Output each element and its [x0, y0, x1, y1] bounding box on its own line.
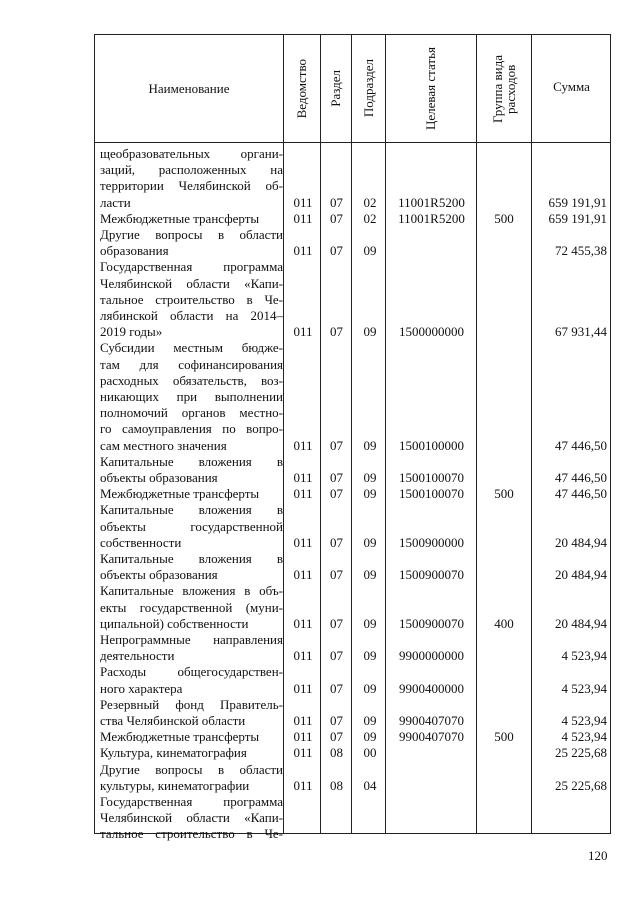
- row-sum: 72 455,38: [555, 243, 607, 259]
- row-target: 9900400000: [399, 680, 464, 696]
- table-row: [95, 502, 612, 518]
- header-group-cell: [476, 35, 531, 142]
- row-group: 500: [494, 729, 514, 745]
- row-dept: 011: [293, 615, 313, 631]
- header-subsection: Подраздел: [360, 59, 376, 118]
- table-row: [95, 664, 612, 680]
- row-subsection: 09: [363, 243, 377, 259]
- table-row: [95, 632, 612, 648]
- header-name-cell: [95, 35, 283, 142]
- row-dept: 011: [293, 470, 313, 485]
- row-target: 1500100070: [399, 486, 464, 502]
- row-sum: 4 523,94: [561, 713, 607, 728]
- row-sum: 47 446,50: [555, 470, 607, 485]
- header-subsection-cell: [351, 35, 385, 142]
- row-dept: 011: [293, 567, 313, 583]
- row-dept: 011: [293, 243, 313, 259]
- row-name: Расходы общегосударствен-: [100, 664, 283, 680]
- row-name: тальное строительство в Че-: [100, 291, 283, 307]
- row-dept: 011: [293, 729, 313, 745]
- row-name: Другие вопросы в области: [100, 761, 283, 777]
- table-row: [95, 762, 612, 778]
- row-section: 07: [330, 437, 343, 453]
- row-name: никающих при выполнении: [100, 389, 283, 404]
- row-name: расходных обязательств, воз-: [100, 372, 283, 388]
- row-name: екты государственной (муни-: [100, 599, 283, 615]
- page-number: 120: [588, 848, 608, 863]
- header-target: Целевая статья: [423, 46, 438, 130]
- row-sum: 25 225,68: [555, 745, 607, 761]
- table-row: [95, 438, 612, 454]
- row-section: 07: [330, 615, 343, 631]
- table-row: [95, 308, 612, 324]
- row-dept: 011: [293, 486, 313, 502]
- table-row: [95, 681, 612, 697]
- row-name: тальное строительство в Че-: [100, 826, 283, 842]
- row-target: 1500000000: [399, 324, 464, 340]
- row-name: Межбюджетные трансферты: [100, 486, 260, 502]
- table-row: [95, 276, 612, 292]
- row-subsection: 09: [363, 470, 377, 485]
- row-name: Капитальные вложения в: [100, 502, 283, 518]
- row-name: Государственная программа: [100, 794, 283, 809]
- row-name: объекты образования: [100, 470, 218, 485]
- row-subsection: 09: [363, 486, 377, 502]
- table-row: [95, 810, 612, 826]
- row-name: Капитальные вложения в объ-: [100, 583, 283, 599]
- row-sum: 20 484,94: [555, 534, 607, 550]
- row-sum: 47 446,50: [555, 486, 607, 502]
- row-name: Капитальные вложения в: [100, 453, 283, 469]
- row-subsection: 09: [363, 615, 377, 631]
- row-name: Субсидии местным бюдже-: [100, 340, 283, 356]
- row-dept: 011: [293, 680, 313, 696]
- header-divider: [95, 142, 610, 143]
- table-row: [95, 421, 612, 437]
- row-dept: 011: [293, 745, 313, 761]
- row-dept: 011: [293, 437, 313, 453]
- row-target: 1500900070: [399, 567, 464, 583]
- header-dept-cell: [283, 35, 320, 142]
- row-name: там для софинансирования: [100, 356, 283, 372]
- row-sum: 20 484,94: [555, 567, 607, 583]
- row-name: Челябинской области «Капи-: [100, 275, 283, 291]
- row-dept: 011: [293, 534, 313, 550]
- row-dept: 011: [293, 713, 313, 728]
- table-row: [95, 486, 612, 502]
- table-row: [95, 357, 612, 373]
- row-section: 07: [330, 567, 343, 583]
- header-group-line1: Группа вида: [489, 54, 505, 123]
- row-subsection: 09: [363, 437, 377, 453]
- row-section: 07: [330, 470, 343, 485]
- row-name: Культура, кинематография: [100, 745, 247, 761]
- table-row: [95, 389, 612, 405]
- header-group: [491, 55, 517, 123]
- row-target: 1500900070: [399, 615, 464, 631]
- row-target: 11001R5200: [398, 194, 465, 210]
- table-row: [95, 794, 612, 810]
- row-name: го самоуправления по вопро-: [100, 421, 283, 437]
- row-name: Непрограммные направления: [100, 632, 283, 647]
- row-subsection: 04: [363, 777, 377, 793]
- row-target: 1500900000: [399, 534, 464, 550]
- row-section: 07: [330, 534, 343, 550]
- row-subsection: 09: [363, 324, 377, 340]
- row-section: 07: [330, 680, 343, 696]
- row-subsection: 00: [363, 745, 377, 761]
- row-name: объекты государственной: [100, 518, 283, 534]
- row-target: 1500100070: [399, 470, 464, 485]
- table-row: [95, 146, 612, 162]
- row-name: Межбюджетные трансферты: [100, 210, 260, 226]
- row-name: полномочий органов местно-: [100, 405, 283, 421]
- row-section: 07: [330, 729, 343, 745]
- row-name: деятельности: [100, 648, 175, 664]
- row-name: объекты образования: [100, 567, 218, 583]
- table-row: [95, 324, 612, 340]
- header-target-cell: [385, 35, 476, 142]
- row-name: культуры, кинематографии: [100, 777, 250, 793]
- row-sum: 67 931,44: [555, 324, 607, 340]
- row-section: 07: [330, 486, 343, 502]
- row-name: Челябинской области «Капи-: [100, 810, 283, 826]
- row-subsection: 09: [363, 648, 377, 664]
- row-section: 07: [330, 210, 343, 226]
- row-group: 500: [494, 210, 514, 226]
- row-name: Государственная программа: [100, 259, 283, 275]
- row-group: 500: [494, 486, 514, 502]
- row-name: щеобразовательных органи-: [100, 146, 283, 161]
- header-section: Раздел: [328, 70, 343, 107]
- row-name: ного характера: [100, 680, 183, 696]
- row-target: 11001R5200: [398, 210, 465, 226]
- table-row: [95, 713, 612, 729]
- row-subsection: 09: [363, 567, 377, 583]
- row-target: 1500100000: [399, 437, 464, 453]
- table-row: [95, 292, 612, 308]
- row-name: сам местного значения: [100, 437, 227, 453]
- row-sum: 659 191,91: [548, 210, 607, 226]
- row-subsection: 02: [363, 194, 377, 210]
- row-subsection: 09: [363, 713, 377, 728]
- row-name: ства Челябинской области: [100, 713, 246, 728]
- row-name: собственности: [100, 534, 182, 550]
- header-dept: Ведомство: [294, 58, 309, 119]
- table-row: [95, 551, 612, 567]
- row-dept: 011: [293, 648, 313, 664]
- table-row: [95, 178, 612, 194]
- table-row: [95, 778, 612, 794]
- row-name: территории Челябинской об-: [100, 178, 283, 194]
- table-row: [95, 648, 612, 664]
- table-row: [95, 454, 612, 470]
- row-name: образования: [100, 243, 169, 259]
- row-sum: 20 484,94: [555, 615, 607, 631]
- row-name: Межбюджетные трансферты: [100, 729, 260, 745]
- row-subsection: 02: [363, 210, 377, 226]
- table-row: [95, 729, 612, 745]
- row-dept: 011: [293, 777, 313, 793]
- header-sum-cell: [531, 35, 612, 142]
- row-dept: 011: [293, 324, 313, 340]
- row-subsection: 09: [363, 729, 377, 745]
- table-row: [95, 616, 612, 632]
- row-sum: 4 523,94: [561, 648, 607, 664]
- table-row: [95, 405, 612, 421]
- row-target: 9900407070: [399, 729, 464, 745]
- row-name: заций, расположенных на: [100, 162, 283, 178]
- row-section: 07: [330, 324, 343, 340]
- table-row: [95, 470, 612, 486]
- header-name: Наименование: [148, 80, 230, 96]
- header-section-cell: [320, 35, 351, 142]
- row-group: 400: [494, 615, 514, 631]
- row-section: 08: [330, 745, 343, 761]
- table-row: [95, 535, 612, 551]
- table-row: [95, 243, 612, 259]
- table-row: [95, 162, 612, 178]
- table-row: [95, 600, 612, 616]
- row-name: лябинской области на 2014–: [100, 308, 283, 323]
- header-group-line2: расходов: [502, 63, 518, 114]
- row-subsection: 09: [363, 534, 377, 550]
- row-name: Резервный фонд Правитель-: [100, 696, 283, 712]
- table-row: [95, 340, 612, 356]
- table-row: [95, 211, 612, 227]
- table-row: [95, 567, 612, 583]
- row-name: Капитальные вложения в: [100, 551, 283, 566]
- table-row: [95, 745, 612, 761]
- budget-table: [94, 34, 611, 842]
- row-section: 07: [330, 648, 343, 664]
- table-row: [95, 519, 612, 535]
- row-section: 07: [330, 243, 343, 259]
- row-sum: 47 446,50: [555, 437, 607, 453]
- table-row: [95, 826, 612, 842]
- row-sum: 25 225,68: [555, 777, 607, 793]
- header-sum: Сумма: [553, 79, 590, 94]
- row-section: 08: [330, 777, 343, 793]
- row-section: 07: [330, 194, 343, 210]
- row-name: 2019 годы»: [100, 324, 163, 340]
- row-target: 9900407070: [399, 713, 464, 728]
- row-dept: 011: [293, 194, 313, 210]
- row-sum: 4 523,94: [561, 680, 607, 696]
- row-name: ласти: [100, 194, 131, 210]
- row-dept: 011: [293, 210, 313, 226]
- row-name: ципальной) собственности: [100, 615, 249, 631]
- row-target: 9900000000: [399, 648, 464, 664]
- row-sum: 659 191,91: [548, 194, 607, 210]
- table-row: [95, 373, 612, 389]
- row-section: 07: [330, 713, 343, 728]
- table-row: [95, 583, 612, 599]
- table-row: [95, 195, 612, 211]
- row-name: Другие вопросы в области: [100, 227, 283, 242]
- table-row: [95, 259, 612, 275]
- row-sum: 4 523,94: [561, 729, 607, 745]
- table-row: [95, 697, 612, 713]
- table-row: [95, 227, 612, 243]
- row-subsection: 09: [363, 680, 377, 696]
